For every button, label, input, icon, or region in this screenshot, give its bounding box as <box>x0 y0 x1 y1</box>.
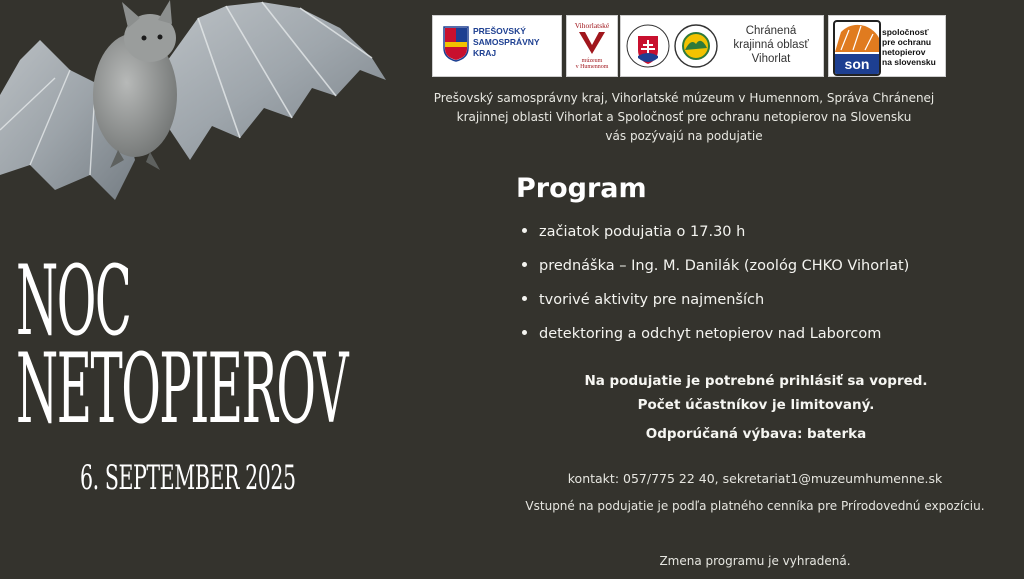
program-item: detektoring a odchyt netopierov nad Laborcom <box>522 326 909 360</box>
cko-vihorlat-logo <box>620 15 824 77</box>
vm-emblem-icon <box>577 30 607 56</box>
state-nature-seal-icon <box>625 20 671 72</box>
program-item: prednáška – Ing. M. Danilák (zoológ CHKO Vihorlat) <box>522 258 909 292</box>
admission-note: Vstupné na podujatie je podľa platného cenníka pre Prírodovednú expozíciu. <box>525 499 985 513</box>
psk-logo-text: PREŠOVSKÝ SAMOSPRÁVNY KRAJ <box>473 26 540 58</box>
bat-illustration <box>0 0 390 205</box>
bullet-icon <box>522 262 527 267</box>
psk-coat-of-arms-icon <box>443 26 469 62</box>
event-title-line2: NETOPIEROV <box>16 332 348 446</box>
intro-line: krajinnej oblasti Vihorlat a Spoločnosť pre ochranu netopierov na Slovensku <box>456 110 912 124</box>
program-heading: Program <box>516 173 647 204</box>
son-badge: son <box>833 20 881 76</box>
registration-note: Na podujatie je potrebné prihlásiť sa vopred. <box>584 373 928 389</box>
program-list <box>522 224 909 360</box>
event-title <box>16 238 440 446</box>
bullet-icon <box>522 330 527 335</box>
contact-info: kontakt: 057/775 22 40, sekretariat1@muzeumhumenne.sk <box>567 471 943 486</box>
cko-logo-text: Chránená krajinná oblasť Vihorlat <box>733 25 809 65</box>
equipment-note: Odporúčaná výbava: baterka <box>645 426 867 442</box>
invitation-intro <box>396 89 972 146</box>
vihorlatske-muzeum-logo <box>566 15 618 77</box>
psk-logo <box>432 15 562 77</box>
program-item: začiatok podujatia o 17.30 h <box>522 224 909 258</box>
event-date: 6. SEPTEMBER 2025 <box>80 458 296 498</box>
son-logo-text: spoločnosť pre ochranu netopierov na slovensku <box>882 27 936 67</box>
bullet-icon <box>522 296 527 301</box>
limit-note: Počet účastníkov je limitovaný. <box>637 397 875 413</box>
event-title-line1: NOC <box>16 244 131 358</box>
intro-line: vás pozývajú na podujatie <box>605 129 763 143</box>
son-bat-wing-icon <box>835 22 879 52</box>
program-change-note: Zmena programu je vyhradená. <box>659 554 851 568</box>
cko-seal-icon <box>673 20 719 72</box>
intro-line: Prešovský samosprávny kraj, Vihorlatské múzeum v Humennom, Správa Chránenej <box>433 91 935 105</box>
vm-logo-text: Vihorlatské múzeum v Humennom <box>574 21 610 70</box>
program-item: tvorivé aktivity pre najmenších <box>522 292 909 326</box>
bullet-icon <box>522 228 527 233</box>
son-logo <box>828 15 946 77</box>
